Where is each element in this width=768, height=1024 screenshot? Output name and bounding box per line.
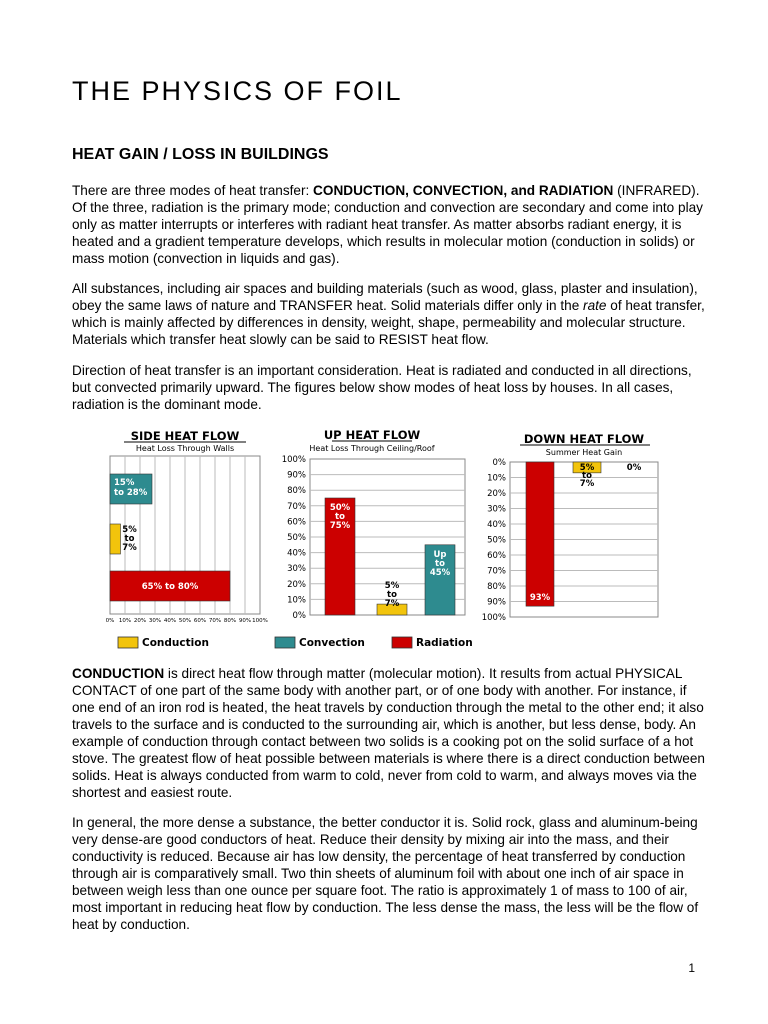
up-chart-title: UP HEAT FLOW: [323, 428, 421, 442]
down-bar-label: 93%: [529, 593, 551, 604]
down-tick-label: 90%: [487, 597, 506, 608]
side-chart-title: SIDE HEAT FLOW: [130, 429, 240, 443]
side-tick-label: 90%: [238, 618, 252, 624]
up-tick-label: 100%: [281, 455, 306, 465]
p2-rest: of heat transfer, which is mainly affected by differences in density, weight, shape, permeability and molecular structure. Materials which transfer heat slowly can be said to RESIST heat flow.: [72, 298, 705, 347]
side-tick-label: 50%: [178, 618, 192, 624]
side-tick-label: 100%: [252, 618, 268, 624]
down-tick-label: 100%: [481, 613, 506, 623]
up-bar-label: to: [387, 590, 397, 601]
down-tick-label: 20%: [487, 489, 506, 499]
up-tick-label: 70%: [287, 501, 306, 512]
up-bar-label: 45%: [429, 567, 451, 578]
up-chart-subtitle: Heat Loss Through Ceiling/Roof: [309, 444, 435, 453]
side-chart-subtitle: Heat Loss Through Walls: [135, 444, 235, 453]
down-bar-label: 0%: [626, 463, 642, 473]
side-tick-label: 30%: [148, 618, 162, 624]
down-bar-label: 7%: [579, 479, 595, 489]
side-bar-label: 7%: [122, 543, 137, 553]
side-tick-label: 80%: [223, 618, 237, 624]
p1-rest: (INFRARED). Of the three, radiation is the primary mode; conduction and convection are secondary and come into play only as matter interrupts or interferes with radiant heat transfer. As matter absorbs radiant energy, it is heated and a gradient temperature develops, which results in molecular motion (conduction in solids) or mass motion (convection in liquids and gas).: [72, 183, 703, 266]
p1-bold: CONDUCTION, CONVECTION, and RADIATION: [313, 183, 614, 198]
side-tick-label: 10%: [118, 618, 132, 624]
up-bar-label: 50%: [329, 503, 351, 513]
up-bar-label: 75%: [329, 521, 351, 531]
down-tick-label: 80%: [487, 582, 506, 592]
up-tick-label: 60%: [287, 517, 306, 528]
up-bar-label: to: [435, 558, 445, 569]
side-tick-label: 70%: [208, 618, 222, 624]
paragraph-substances: [72, 280, 712, 348]
p2-italic: rate: [583, 298, 607, 313]
paragraph-modes: [72, 182, 712, 267]
heat-flow-figure: [100, 426, 660, 656]
down-chart-subtitle: Summer Heat Gain: [545, 448, 623, 457]
side-bar-label: 15%: [114, 478, 135, 488]
up-tick-label: 40%: [287, 548, 306, 559]
p1-lead: There are three modes of heat transfer:: [72, 183, 314, 198]
up-tick-label: 80%: [287, 486, 306, 497]
legend-label: Radiation: [416, 637, 473, 649]
page-title: THE PHYSICS OF FOIL: [72, 76, 403, 106]
down-tick-label: 30%: [487, 504, 506, 515]
side-bar-label: to 28%: [114, 488, 148, 498]
side-tick-label: 0%: [105, 618, 115, 624]
up-tick-label: 10%: [287, 595, 306, 606]
side-tick-label: 40%: [163, 618, 177, 624]
side-bar-label: 65% to 80%: [141, 582, 199, 592]
side-tick-label: 60%: [193, 618, 207, 624]
side-bar-label: to: [124, 534, 135, 544]
paragraph-direction: Direction of heat transfer is an important consideration. Heat is radiated and conducted in all directions, but convected primarily upward. The figures below show modes of heat loss by houses. In all cases, radiation is the dominant mode.: [72, 363, 692, 412]
page-number: 1: [688, 961, 695, 975]
up-bar-label: 7%: [384, 599, 400, 610]
legend-swatch-radiation: [392, 637, 412, 648]
side-tick-label: 20%: [133, 618, 147, 624]
down-bar-radiation: [526, 462, 554, 606]
paragraph-conduction: [72, 665, 712, 801]
up-tick-label: 90%: [287, 470, 306, 481]
side-bar-conduction: [110, 524, 121, 554]
legend-swatch-convection: [275, 637, 295, 648]
down-bar-label: to: [582, 471, 592, 481]
up-tick-label: 20%: [287, 579, 306, 590]
legend-label: Convection: [299, 637, 365, 649]
p4-rest: is direct heat flow through matter (molecular motion). It results from actual PHYSICAL CONTACT of one part of the same body with another part, or of one body with another. For instance, if one end of an iron rod is heated, the heat travels by conduction through the metal to the other end; it also travels to the surface and is conducted to the surrounding air, which is another, but less dense, body. An example of conduction through contact between two solids is a cooking pot on the solid surface of a hot stove. The greatest flow of heat possible between materials is where there is a direct conduction between solids. Heat is always conducted from warm to cold, never from cold to warm, and always moves via the shortest and easiest route.: [72, 666, 705, 800]
down-bar-label: 5%: [579, 463, 595, 473]
up-tick-label: 0%: [292, 611, 306, 621]
p4-bold: CONDUCTION: [72, 666, 165, 681]
up-bar-label: to: [335, 512, 345, 522]
down-chart-title: DOWN HEAT FLOW: [523, 432, 645, 446]
down-tick-label: 50%: [487, 535, 506, 546]
down-tick-label: 40%: [487, 520, 506, 530]
down-tick-label: 60%: [487, 551, 506, 561]
down-tick-label: 10%: [487, 473, 506, 484]
legend-label: Conduction: [142, 637, 209, 649]
up-bar-label: Up: [433, 549, 447, 560]
down-tick-label: 70%: [487, 566, 506, 577]
up-tick-label: 30%: [287, 564, 306, 575]
section-heading: HEAT GAIN / LOSS IN BUILDINGS: [72, 146, 329, 163]
legend-swatch-conduction: [118, 637, 138, 648]
down-tick-label: 0%: [492, 458, 506, 468]
up-bar-label: 5%: [384, 581, 400, 592]
paragraph-density: In general, the more dense a substance, the better conductor it is. Solid rock, glass and aluminum-being very dense-are good conductors of heat. Reduce their density by mixing air into the mass, and their conductivity is reduced. Because air has low density, the percentage of heat transferred by conduction through air is comparatively small. Two thin sheets of aluminum foil with about one inch of air space in between weigh less than one ounce per square foot. The ratio is approximately 1 of mass to 100 of air, most important in reducing heat flow by conduction. The less dense the mass, the less will be the flow of heat by conduction.: [72, 815, 699, 932]
p2-lead: All substances, including air spaces and building materials (such as wood, glass, plaster and insulation), obey the same laws of nature and TRANSFER heat. Solid materials differ only in the: [72, 281, 698, 313]
up-tick-label: 50%: [287, 533, 306, 543]
side-bar-label: 5%: [122, 525, 137, 535]
